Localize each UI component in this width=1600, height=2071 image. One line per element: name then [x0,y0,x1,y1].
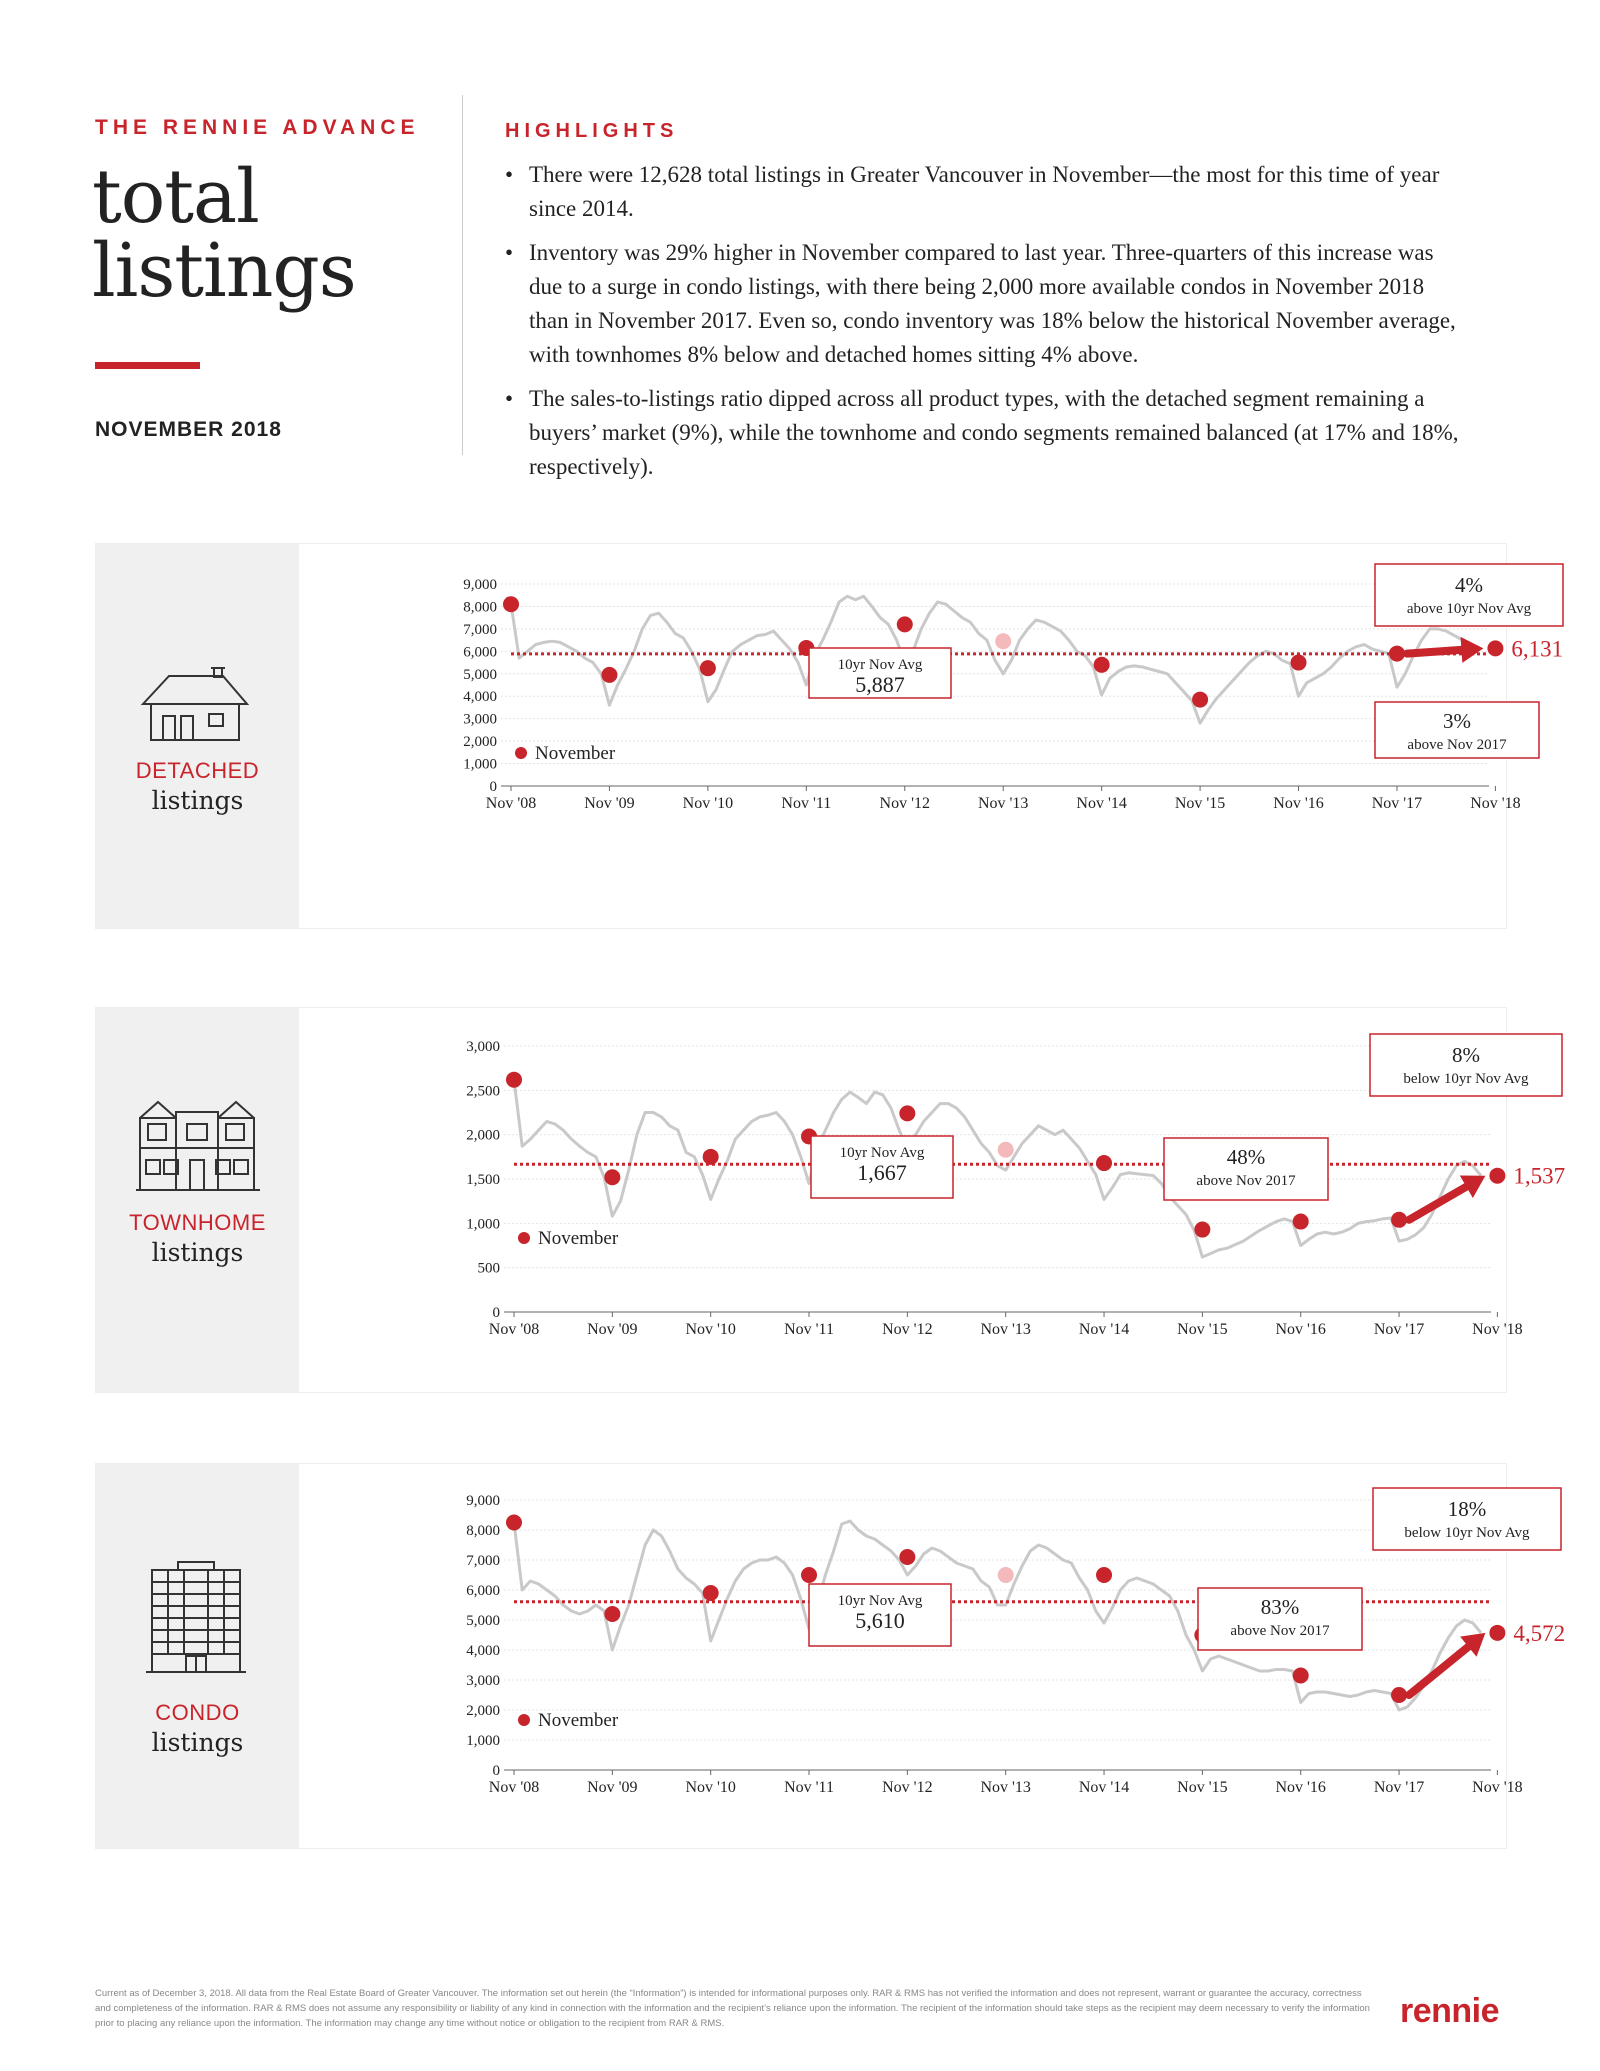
panel-sub-label: listings [151,1238,244,1267]
title-line-1: total [92,154,259,240]
x-tick-label: Nov '12 [879,795,930,812]
rennie-logo: rennie [1400,1992,1500,2030]
average-callout-value: 5,887 [855,672,905,697]
y-tick-label: 6,000 [466,1583,500,1599]
vs-average-value: 18% [1447,1497,1487,1521]
panel-type-label: CONDO [155,1700,240,1725]
november-point [1487,640,1503,656]
y-tick-label: 7,000 [466,1553,500,1569]
x-tick-label: Nov '15 [1177,1321,1228,1338]
x-tick-label: Nov '14 [1076,795,1127,812]
november-point [1391,1687,1407,1703]
townhome-line-chart [299,1008,1566,1392]
last-value-label: 6,131 [1511,636,1564,662]
november-point [995,633,1011,649]
page-title [92,154,356,314]
trend-arrow-shaft [1409,1187,1466,1220]
x-tick-label: Nov '12 [882,1321,933,1338]
panel-sidebar [96,1008,299,1392]
november-point [1391,1212,1407,1228]
november-point [1096,1155,1112,1171]
panel-sub-label: listings [151,1728,244,1757]
vs-last-year-value: 3% [1443,709,1471,733]
trend-arrow-shaft [1407,650,1461,654]
average-callout-label: 10yr Nov Avg [837,657,923,673]
x-tick-label: Nov '08 [488,1779,540,1796]
condo-line-chart [299,1464,1566,1848]
x-tick-label: Nov '08 [485,795,537,812]
november-point [604,1606,620,1622]
november-point [998,1567,1014,1583]
november-point [503,596,519,612]
november-point [1291,655,1307,671]
panel-sub-label: listings [151,786,244,815]
highlights-title: HIGHLIGHTS [505,120,679,142]
y-tick-label: 7,000 [463,621,497,638]
x-tick-label: Nov '11 [784,1779,834,1796]
panel-sidebar [96,544,299,928]
y-tick-label: 3,000 [466,1039,500,1055]
november-point [801,1567,817,1583]
average-callout-label: 10yr Nov Avg [839,1145,925,1161]
november-point [601,667,617,683]
vs-average-text: below 10yr Nov Avg [1404,1525,1530,1541]
y-tick-label: 4,000 [463,689,497,706]
y-tick-label: 2,000 [466,1127,500,1144]
november-point [1192,692,1208,708]
legend-marker [518,1714,530,1726]
report-date: NOVEMBER 2018 [95,418,282,441]
y-tick-label: 2,500 [466,1083,500,1100]
highlights-list [505,158,1465,494]
y-tick-label: 1,000 [466,1733,500,1749]
november-point [1489,1625,1505,1641]
y-tick-label: 9,000 [466,1493,500,1509]
panel-type-label: TOWNHOME [129,1210,266,1235]
x-tick-label: Nov '17 [1371,795,1423,812]
legend-marker [518,1232,530,1244]
x-tick-label: Nov '09 [587,1321,638,1338]
x-tick-label: Nov '16 [1273,795,1324,812]
y-tick-label: 5,000 [466,1613,500,1629]
y-tick-label: 3,000 [463,711,497,728]
y-tick-label: 1,000 [463,756,497,773]
november-point [899,1549,915,1565]
x-tick-label: Nov '08 [488,1321,540,1338]
vs-last-year-text: above Nov 2017 [1230,1623,1330,1639]
x-tick-label: Nov '14 [1078,1321,1130,1338]
vs-last-year-text: above Nov 2017 [1196,1173,1296,1189]
y-tick-label: 8,000 [466,1523,500,1539]
y-tick-label: 5,000 [463,666,497,683]
series-line [514,1080,1481,1257]
y-tick-label: 4,000 [466,1643,500,1659]
y-tick-label: 1,000 [466,1216,500,1233]
november-point [1489,1168,1505,1184]
townhome-icon [136,1096,261,1192]
average-callout-value: 1,667 [857,1160,907,1185]
november-point [604,1169,620,1185]
series-line [511,596,1479,723]
y-tick-label: 3,000 [466,1673,500,1689]
november-point [1389,646,1405,662]
y-tick-label: 2,000 [463,734,497,751]
november-point [703,1149,719,1165]
highlight-item: • Inventory was 29% higher in November compared to last year. Three-quarters of this increase was due to a surge in condo listings, with there being 2,000 more available condos in November 2018 than in November 2017. Even so, condo inventory was 18% below the historical November average, with townhomes 8% below and detached homes sitting 4% above. [505,236,1465,372]
legend-label: November [538,1228,619,1249]
y-tick-label: 500 [477,1260,500,1277]
condo-panel [95,1463,1566,1849]
x-tick-label: Nov '09 [587,1779,638,1796]
x-tick-label: Nov '17 [1373,1779,1425,1796]
x-tick-label: Nov '11 [784,1321,834,1338]
y-tick-label: 1,500 [466,1172,500,1188]
x-tick-label: Nov '10 [685,1321,736,1338]
vs-average-value: 8% [1452,1043,1480,1067]
title-line-2: listings [92,228,356,314]
november-point [703,1585,719,1601]
x-tick-label: Nov '18 [1470,795,1521,812]
last-value-label: 1,537 [1513,1163,1566,1189]
november-point [506,1515,522,1531]
header-divider [462,95,463,455]
november-point [1293,1214,1309,1230]
november-point [897,616,913,632]
x-tick-label: Nov '17 [1373,1321,1425,1338]
vs-average-text: above 10yr Nov Avg [1406,601,1532,617]
y-tick-label: 0 [492,1305,500,1321]
house-icon [141,662,251,742]
x-tick-label: Nov '15 [1177,1779,1228,1796]
last-value-label: 4,572 [1513,1620,1566,1646]
townhome-panel [95,1007,1566,1393]
november-point [998,1142,1014,1158]
x-tick-label: Nov '16 [1275,1779,1326,1796]
x-tick-label: Nov '13 [980,1321,1031,1338]
x-tick-label: Nov '13 [977,795,1029,812]
brand-label: THE RENNIE ADVANCE [95,116,420,139]
x-tick-label: Nov '12 [882,1779,933,1796]
x-tick-label: Nov '10 [685,1779,736,1796]
vs-last-year-value: 83% [1260,1595,1300,1619]
november-point [1293,1668,1309,1684]
y-tick-label: 0 [492,1763,500,1779]
title-rule [95,362,200,369]
y-tick-label: 8,000 [463,599,497,616]
x-tick-label: Nov '15 [1174,795,1226,812]
x-tick-label: Nov '10 [682,795,734,812]
november-point [506,1072,522,1088]
november-point [1096,1567,1112,1583]
legend-label: November [538,1710,619,1731]
vs-last-year-value: 48% [1226,1145,1266,1169]
panel-type-label: DETACHED [135,758,260,783]
legend-label: November [535,743,616,764]
detached-line-chart [299,544,1564,928]
x-tick-label: Nov '13 [980,1779,1031,1796]
november-point [899,1105,915,1121]
average-callout-value: 5,610 [855,1608,905,1633]
y-tick-label: 9,000 [463,577,497,593]
footer-disclaimer: Current as of December 3, 2018. All data from the Real Estate Board of Greater Vancouver. The information set out herein (the “Information”) is intended for informational purposes only. RAR & RMS has not verified the information and does not represent, warrant or guarantee the accuracy, correctness and completeness of the information. RAR & RMS does not assume any responsibility or liability of any kind in connection with the information and the recipient’s reliance upon the information. The recipient of the information should take steps as the recipient may deem necessary to verify the information prior to placing any reliance upon the information. The information may change any time without notice or obligation to the recipient from RAR & RMS. [95,1988,1370,2029]
x-tick-label: Nov '09 [584,795,635,812]
november-point [700,660,716,676]
condo-building-icon [146,1560,246,1674]
vs-last-year-text: above Nov 2017 [1407,737,1507,753]
x-tick-label: Nov '18 [1472,1779,1523,1796]
november-point [1194,1222,1210,1238]
x-tick-label: Nov '14 [1078,1779,1130,1796]
highlight-item: • The sales-to-listings ratio dipped across all product types, with the detached segment remaining a buyers’ market (9%), while the townhome and condo segments remained balanced (at 17% and 18%, respectively). [505,382,1465,484]
y-tick-label: 2,000 [466,1703,500,1719]
panel-sidebar [96,1464,299,1848]
trend-arrow-head [1461,637,1484,663]
legend-marker [515,747,527,759]
vs-average-value: 4% [1455,573,1483,597]
x-tick-label: Nov '16 [1275,1321,1326,1338]
x-tick-label: Nov '11 [781,795,832,812]
y-tick-label: 6,000 [463,644,497,661]
average-callout-label: 10yr Nov Avg [837,1593,923,1609]
detached-panel [95,543,1564,929]
vs-average-text: below 10yr Nov Avg [1403,1071,1529,1087]
y-tick-label: 0 [489,779,497,795]
highlight-item: • There were 12,628 total listings in Greater Vancouver in November—the most for this time of year since 2014. [505,158,1465,226]
x-tick-label: Nov '18 [1472,1321,1523,1338]
november-point [1094,657,1110,673]
